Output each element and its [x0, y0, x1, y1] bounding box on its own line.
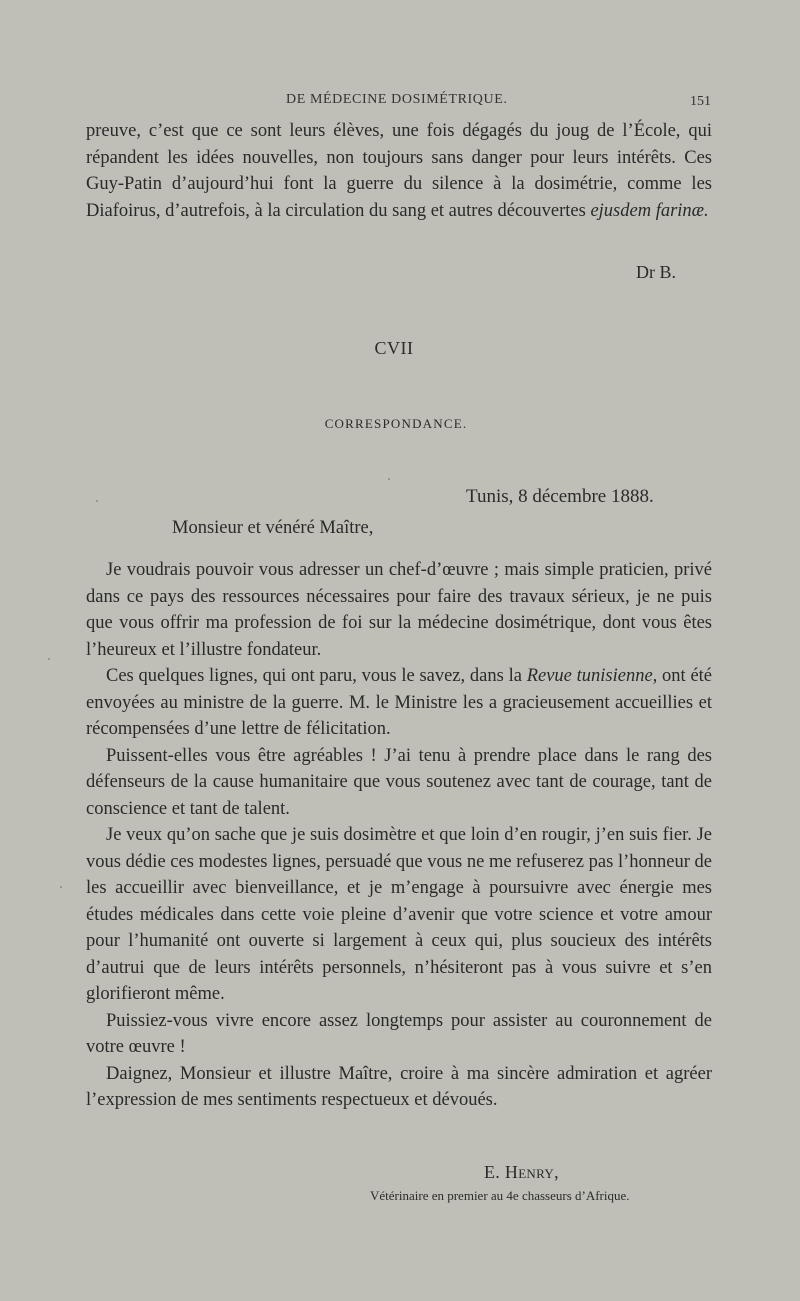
letter-paragraph: Daignez, Monsieur et illustre Maître, croire à ma sincère admiration et agréer l’expression de mes sentiments respectueux et dévoués. — [86, 1063, 712, 1110]
letter-paragraph: Puissiez-vous vivre encore assez longtemps pour assister au couronnement de votre œuvre ! — [86, 1010, 712, 1057]
paper-speck — [388, 478, 390, 480]
journal-title: Revue tunisienne, — [526, 666, 658, 686]
paper-speck — [48, 658, 50, 660]
section-title: CORRESPONDANCE. — [324, 416, 468, 431]
page-number: 151 — [690, 94, 711, 109]
signature-name: E. Henry, — [484, 1162, 559, 1182]
letter-paragraph — [86, 663, 712, 743]
opening-paragraph — [86, 118, 712, 224]
running-title: DE MÉDECINE DOSIMÉTRIQUE. — [286, 92, 508, 107]
opening-paragraph-block — [86, 118, 712, 224]
signature-title: Vétérinaire en premier au 4e chasseurs d’Afrique. — [370, 1188, 630, 1203]
letter-paragraph-2-start: Ces quelques lignes, qui ont paru, vous le savez, dans la — [106, 666, 527, 686]
letter-dateline: Tunis, 8 décembre 1888. — [466, 486, 654, 507]
paper-speck — [60, 886, 62, 888]
section-number: CVII — [374, 338, 414, 358]
letter-paragraph: Puissent-elles vous être agréables ! J’ai tenu à prendre place dans le rang des défenseurs de la cause humanitaire que vous soutenez avec tant de courage, tant de conscience et tant de talent. — [86, 745, 712, 819]
letter-body — [86, 557, 712, 1114]
page-header — [0, 92, 800, 112]
letter-salutation: Monsieur et vénéré Maître, — [172, 518, 374, 538]
opening-paragraph-italic: ejusdem farinæ. — [590, 200, 709, 221]
opening-signature: Dr B. — [636, 262, 676, 282]
letter-paragraph: Je veux qu’on sache que je suis dosimètre et que loin d’en rougir, j’en suis fier. Je vous dédie ces modestes lignes, persuadé que vous ne me refuserez pas l’honneur de les accueillir avec bienveillance, et je m’engage à poursuivre avec énergie mes études médicales dans cette voie pleine d’avenir que votre science et votre amour pour l’humanité ont ouverte si largement à ceux qui, plus soucieux des intérêts d’autrui que de leurs intérêts personnels, n’hésiteront pas à vous suivre et s’en glorifieront même. — [86, 825, 712, 1004]
letter-paragraph-2-end: ont été envoyées au ministre de la guerre. M. le Ministre les a gracieusement accueillies et récompensées d’une lettre de félicitation. — [86, 666, 713, 739]
paper-speck — [96, 500, 98, 502]
opening-paragraph-text: preuve, c’est que ce sont leurs élèves, une fois dégagés du joug de l’École, qui répandent les idées nouvelles, non toujours sans danger pour leurs intérêts. Ces Guy-Patin d’aujourd’hui font la guerre du silence à la dosimétrie, comme les Diafoirus, d’autrefois, à la circulation du sang et autres découvertes — [86, 121, 712, 221]
letter-paragraph: Je voudrais pouvoir vous adresser un chef-d’œuvre ; mais simple praticien, privé dans ce pays des ressources nécessaires pour faire des travaux sérieux, je ne puis que vous offrir ma profession de foi sur la médecine dosimétrique, dont vous êtes l’heureux et l’illustre fondateur. — [86, 560, 712, 660]
